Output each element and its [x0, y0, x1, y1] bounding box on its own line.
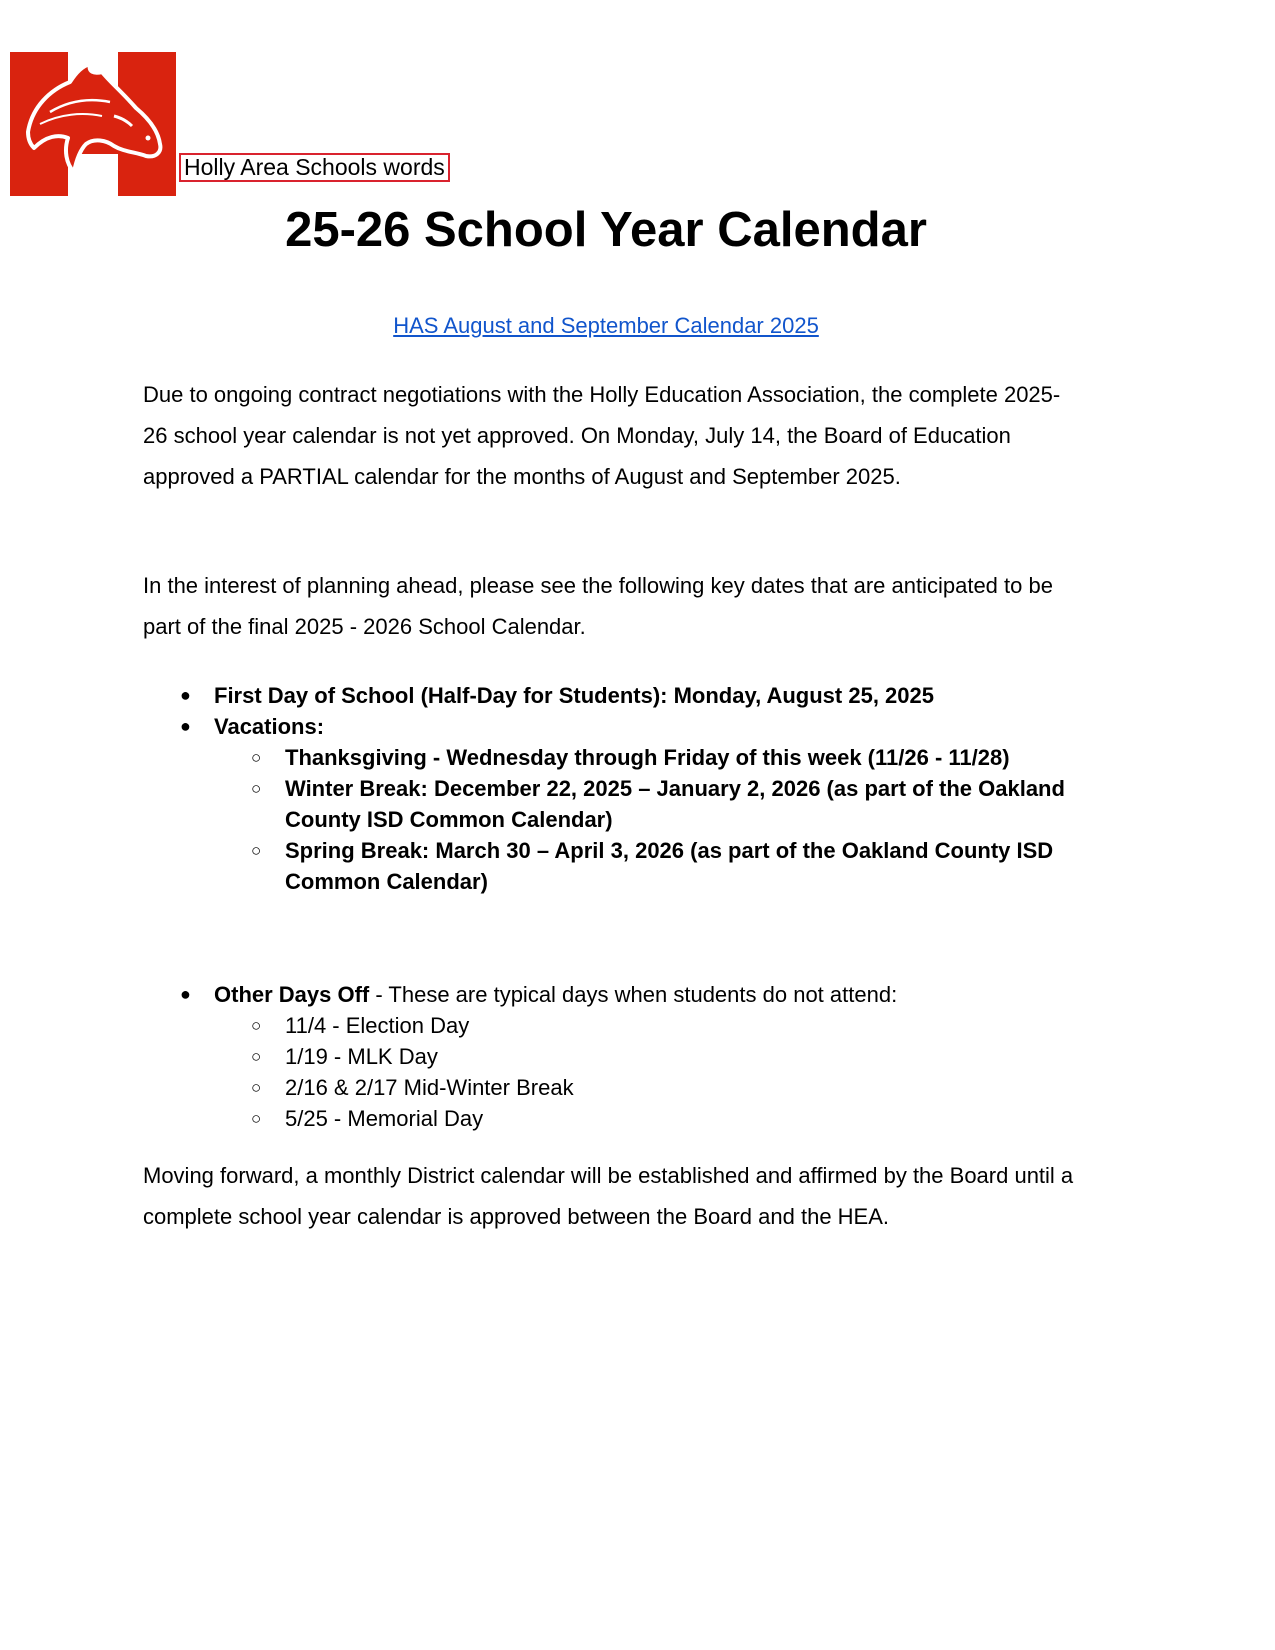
calendar-link[interactable]: HAS August and September Calendar 2025 [393, 313, 819, 338]
circle-bullet-icon: ○ [251, 1016, 262, 1035]
intro-paragraph: Due to ongoing contract negotiations with the Holly Education Association, the complete 2025-26 school year calendar is not yet approved. On Monday, July 14, the Board of Education approved a PARTIAL calendar for the months of August and September 2025. [143, 382, 1061, 489]
vacation-text: Winter Break: December 22, 2025 – January 2, 2026 (as part of the Oakland County ISD Common Calendar) [285, 776, 1065, 832]
bullet-icon: ● [180, 685, 191, 705]
key-dates-list [0, 680, 1100, 897]
circle-bullet-icon: ○ [251, 841, 262, 860]
other-days-sublist [214, 1010, 1100, 1134]
list-item-day-off [214, 1041, 1100, 1072]
circle-bullet-icon: ○ [251, 748, 262, 767]
circle-bullet-icon: ○ [251, 779, 262, 798]
first-day-text: First Day of School (Half-Day for Students): Monday, August 25, 2025 [214, 683, 934, 708]
vacations-label: Vacations: [214, 714, 325, 739]
vacations-sublist [214, 742, 1100, 897]
bullet-icon: ● [180, 716, 191, 736]
vacation-text: Spring Break: March 30 – April 3, 2026 (as part of the Oakland County ISD Common Calendar) [285, 838, 1054, 894]
day-off-text: 11/4 - Election Day [285, 1013, 470, 1038]
calendar-link-row [0, 311, 1212, 341]
day-off-text: 2/16 & 2/17 Mid-Winter Break [285, 1075, 574, 1100]
list-item-vacation [214, 742, 1100, 773]
circle-bullet-icon: ○ [251, 1109, 262, 1128]
other-days-label: Other Days Off [214, 982, 370, 1007]
list-item-day-off [214, 1103, 1100, 1134]
logo-caption: Holly Area Schools words [179, 153, 450, 182]
day-off-text: 5/25 - Memorial Day [285, 1106, 484, 1131]
circle-bullet-icon: ○ [251, 1047, 262, 1066]
horse-h-logo-icon [10, 52, 176, 196]
other-days-list [0, 979, 1100, 1134]
page-title: 25-26 School Year Calendar [285, 203, 927, 257]
list-item-vacations [0, 711, 1100, 897]
list-item-day-off [214, 1072, 1100, 1103]
day-off-text: 1/19 - MLK Day [285, 1044, 438, 1069]
list-item-vacation [214, 835, 1100, 897]
closing-paragraph: Moving forward, a monthly District calendar will be established and affirmed by the Board until a complete school year calendar is approved between the Board and the HEA. [143, 1163, 1074, 1229]
list-item-first-day [0, 680, 1100, 711]
school-logo [10, 52, 176, 196]
list-item-day-off [214, 1010, 1100, 1041]
list-item-other-days [0, 979, 1100, 1134]
bullet-icon: ● [180, 984, 191, 1004]
vacation-text: Thanksgiving - Wednesday through Friday of this week (11/26 - 11/28) [285, 745, 1010, 770]
planning-paragraph: In the interest of planning ahead, please see the following key dates that are anticipated to be part of the final 2025 - 2026 School Calendar. [143, 573, 1053, 639]
circle-bullet-icon: ○ [251, 1078, 262, 1097]
list-item-vacation [214, 773, 1100, 835]
other-days-description: - These are typical days when students do not attend: [369, 982, 898, 1007]
